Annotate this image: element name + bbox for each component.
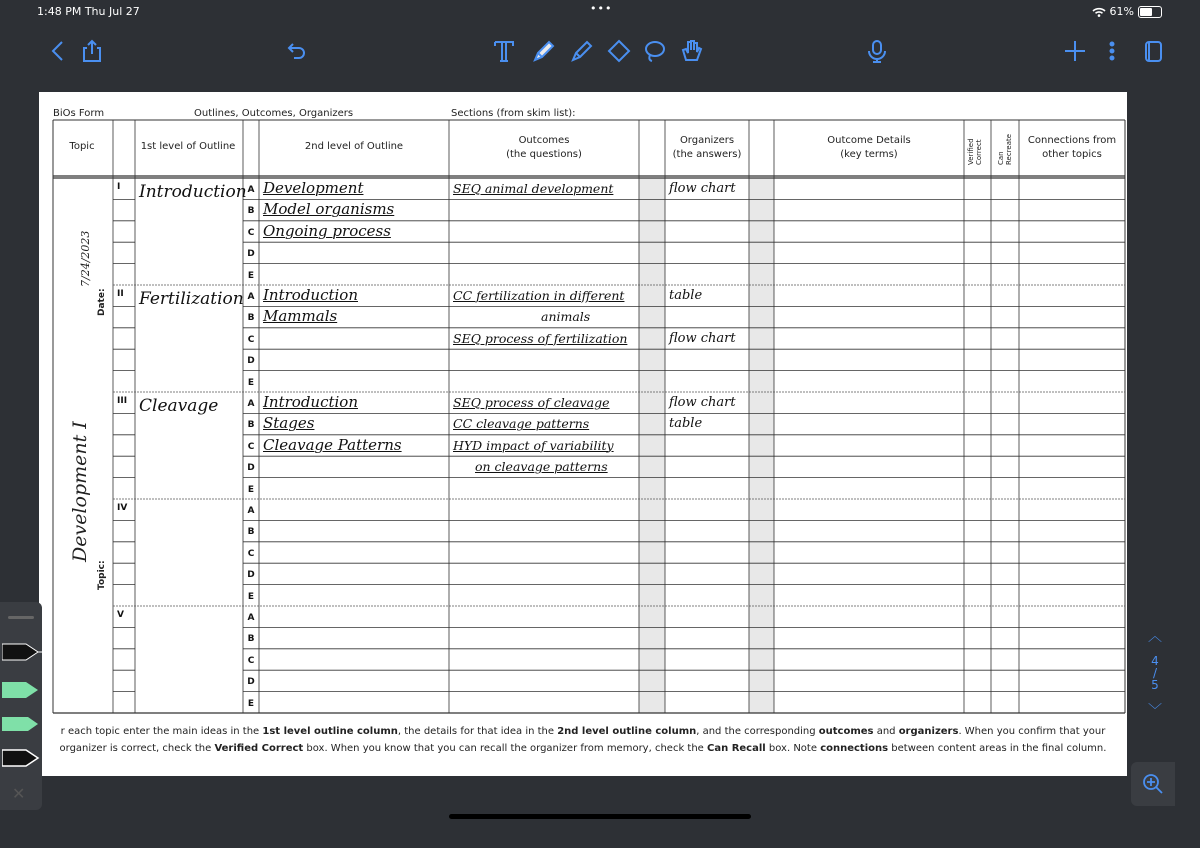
section-roman: II — [117, 289, 124, 299]
pen-tray — [0, 602, 42, 810]
row-letter: B — [247, 313, 255, 324]
header-level2: 2nd level of Outline — [304, 141, 404, 152]
sections-label: Sections (from skim list): — [451, 108, 576, 119]
outcome-entry[interactable]: SEQ process of cleavage — [453, 395, 610, 410]
outlines-label: Outlines, Outcomes, Organizers — [194, 108, 354, 119]
outcome-entry[interactable]: SEQ animal development — [453, 181, 614, 196]
instructions-footer — [43, 723, 1123, 757]
footer-bold: 1st level outline column — [262, 726, 398, 737]
row-letter: D — [247, 677, 255, 688]
pen-outline-icon[interactable] — [2, 748, 42, 768]
row-letter: D — [247, 570, 255, 581]
level2-entry[interactable]: Model organisms — [263, 200, 395, 219]
footer-text: box. Note — [765, 743, 821, 754]
section-title[interactable]: Cleavage — [139, 396, 219, 416]
level2-entry[interactable]: Stages — [263, 414, 315, 433]
row-letter: C — [247, 548, 255, 559]
footer-bold: organizers — [898, 726, 959, 737]
outcome-entry[interactable]: animals — [541, 309, 591, 325]
header-details: Outcome Details (key terms) — [827, 135, 911, 160]
header-level1: 1st level of Outline — [140, 141, 236, 152]
row-letter: C — [247, 334, 255, 345]
back-chevron-icon[interactable] — [41, 34, 75, 68]
level2-entry[interactable]: Mammals — [263, 307, 338, 326]
level2-entry[interactable]: Development — [263, 179, 364, 197]
tray-grip[interactable] — [8, 616, 34, 619]
lasso-tool-icon[interactable] — [637, 34, 671, 68]
status-bar — [0, 0, 1200, 24]
zoom-in-icon[interactable] — [1131, 762, 1175, 806]
row-letter: C — [247, 441, 255, 452]
footer-bold: connections — [820, 743, 889, 754]
level2-entry[interactable]: Introduction — [263, 393, 358, 411]
level2-entry[interactable]: Cleavage Patterns — [263, 435, 402, 454]
pen-black-icon[interactable] — [2, 642, 42, 662]
section-roman: I — [117, 182, 121, 192]
row-letter: D — [247, 249, 255, 260]
undo-icon[interactable] — [280, 34, 314, 68]
wifi-icon — [1092, 7, 1106, 17]
row-letter: A — [247, 185, 255, 195]
organizer-entry[interactable]: table — [669, 288, 703, 303]
footer-text: . When you confirm that your organizer is correct, check the — [59, 726, 1106, 754]
outcome-entry[interactable]: CC fertilization in different — [453, 288, 625, 303]
footer-text: between content areas in the final column. — [888, 743, 1107, 754]
section-roman: V — [117, 610, 124, 620]
outcome-entry[interactable]: on cleavage patterns — [475, 459, 608, 475]
highlighter-tool-icon[interactable] — [565, 34, 599, 68]
status-time: 1:48 PM Thu Jul 27 — [37, 5, 140, 18]
date-label: Date: — [97, 288, 107, 316]
toolbar — [0, 24, 1200, 92]
row-letter: E — [247, 698, 255, 709]
header-verified: Verified Correct — [967, 138, 983, 165]
row-letter: E — [247, 377, 255, 388]
header-outcomes: Outcomes (the questions) — [506, 135, 582, 160]
organizer-entry[interactable]: flow chart — [669, 395, 736, 410]
date-value: 7/24/2023 — [79, 230, 92, 287]
section-title[interactable]: Introduction — [139, 182, 247, 202]
bios-form-label: BiOs Form — [53, 108, 105, 119]
row-letter: E — [247, 484, 255, 495]
row-letter: A — [247, 613, 255, 623]
add-icon[interactable] — [1058, 34, 1092, 68]
row-letter: C — [247, 227, 255, 238]
more-icon[interactable] — [1095, 34, 1129, 68]
page-navigator — [1140, 626, 1170, 720]
eraser-tool-icon[interactable] — [602, 34, 636, 68]
footer-text: , the details for that idea in the — [397, 726, 558, 737]
battery-percent: 61% — [1109, 5, 1134, 18]
footer-text: and — [873, 726, 899, 737]
header-topic: Topic — [69, 141, 95, 152]
level2-entry[interactable]: Introduction — [263, 286, 358, 304]
footer-bold: Can Recall — [707, 743, 766, 754]
pages-icon[interactable] — [1136, 34, 1170, 68]
home-indicator[interactable] — [449, 814, 751, 819]
highlighter-green-icon[interactable] — [2, 714, 42, 734]
header-recreate: Can Recreate — [997, 133, 1013, 165]
pen-green-icon[interactable] — [2, 680, 42, 700]
current-page: 4 — [1151, 654, 1159, 668]
organizer-entry[interactable]: flow chart — [669, 330, 736, 346]
row-letter: E — [247, 270, 255, 281]
share-icon[interactable] — [75, 34, 109, 68]
section-roman: III — [117, 396, 128, 406]
footer-text: r each topic enter the main ideas in the — [60, 726, 263, 737]
text-tool-icon[interactable] — [487, 34, 521, 68]
footer-text: , and the corresponding — [696, 726, 819, 737]
page-down-icon[interactable]: ﹀ — [1148, 703, 1162, 719]
row-letter: B — [247, 206, 255, 217]
outcome-entry[interactable]: CC cleavage patterns — [453, 416, 590, 432]
page-separator: / — [1152, 666, 1158, 680]
outcome-entry[interactable]: HYD impact of variability — [453, 437, 614, 453]
document-page[interactable] — [39, 92, 1127, 776]
row-letter: E — [247, 591, 255, 602]
section-roman: IV — [117, 503, 128, 513]
level2-entry[interactable]: Ongoing process — [263, 221, 391, 240]
microphone-icon[interactable] — [860, 34, 894, 68]
organizer-entry[interactable]: table — [669, 416, 703, 432]
header-connections: Connections from other topics — [1027, 135, 1117, 160]
multitask-dots[interactable]: ••• — [590, 2, 613, 15]
row-letter: D — [247, 356, 255, 367]
footer-text: box. When you know that you can recall the organizer from memory, check the — [303, 743, 708, 754]
row-letter: B — [247, 634, 255, 645]
pen-tool-icon[interactable] — [527, 34, 561, 68]
row-letter: A — [247, 506, 255, 516]
battery-icon — [1138, 6, 1162, 18]
outcome-entry[interactable]: SEQ process of fertilization — [453, 330, 628, 346]
row-letter: D — [247, 463, 255, 474]
header-organizers: Organizers (the answers) — [672, 135, 742, 160]
row-letter: B — [247, 527, 255, 538]
topic-label: Topic: — [97, 560, 107, 590]
footer-bold: 2nd level outline column — [557, 726, 697, 737]
row-letter: B — [247, 420, 255, 431]
total-pages: 5 — [1151, 678, 1159, 692]
row-letter: A — [247, 399, 255, 409]
row-letter: C — [247, 655, 255, 666]
hand-tool-icon[interactable] — [674, 34, 708, 68]
status-right — [1092, 5, 1162, 18]
organizer-entry[interactable]: flow chart — [669, 181, 736, 196]
footer-bold: Verified Correct — [214, 743, 304, 754]
footer-bold: outcomes — [818, 726, 874, 737]
section-title[interactable]: Fertilization — [139, 289, 244, 309]
topic-value: Development I — [69, 421, 91, 562]
row-letter: A — [247, 292, 255, 302]
page-up-icon[interactable]: ︿ — [1148, 629, 1162, 645]
close-tray-icon[interactable]: ✕ — [12, 784, 26, 803]
